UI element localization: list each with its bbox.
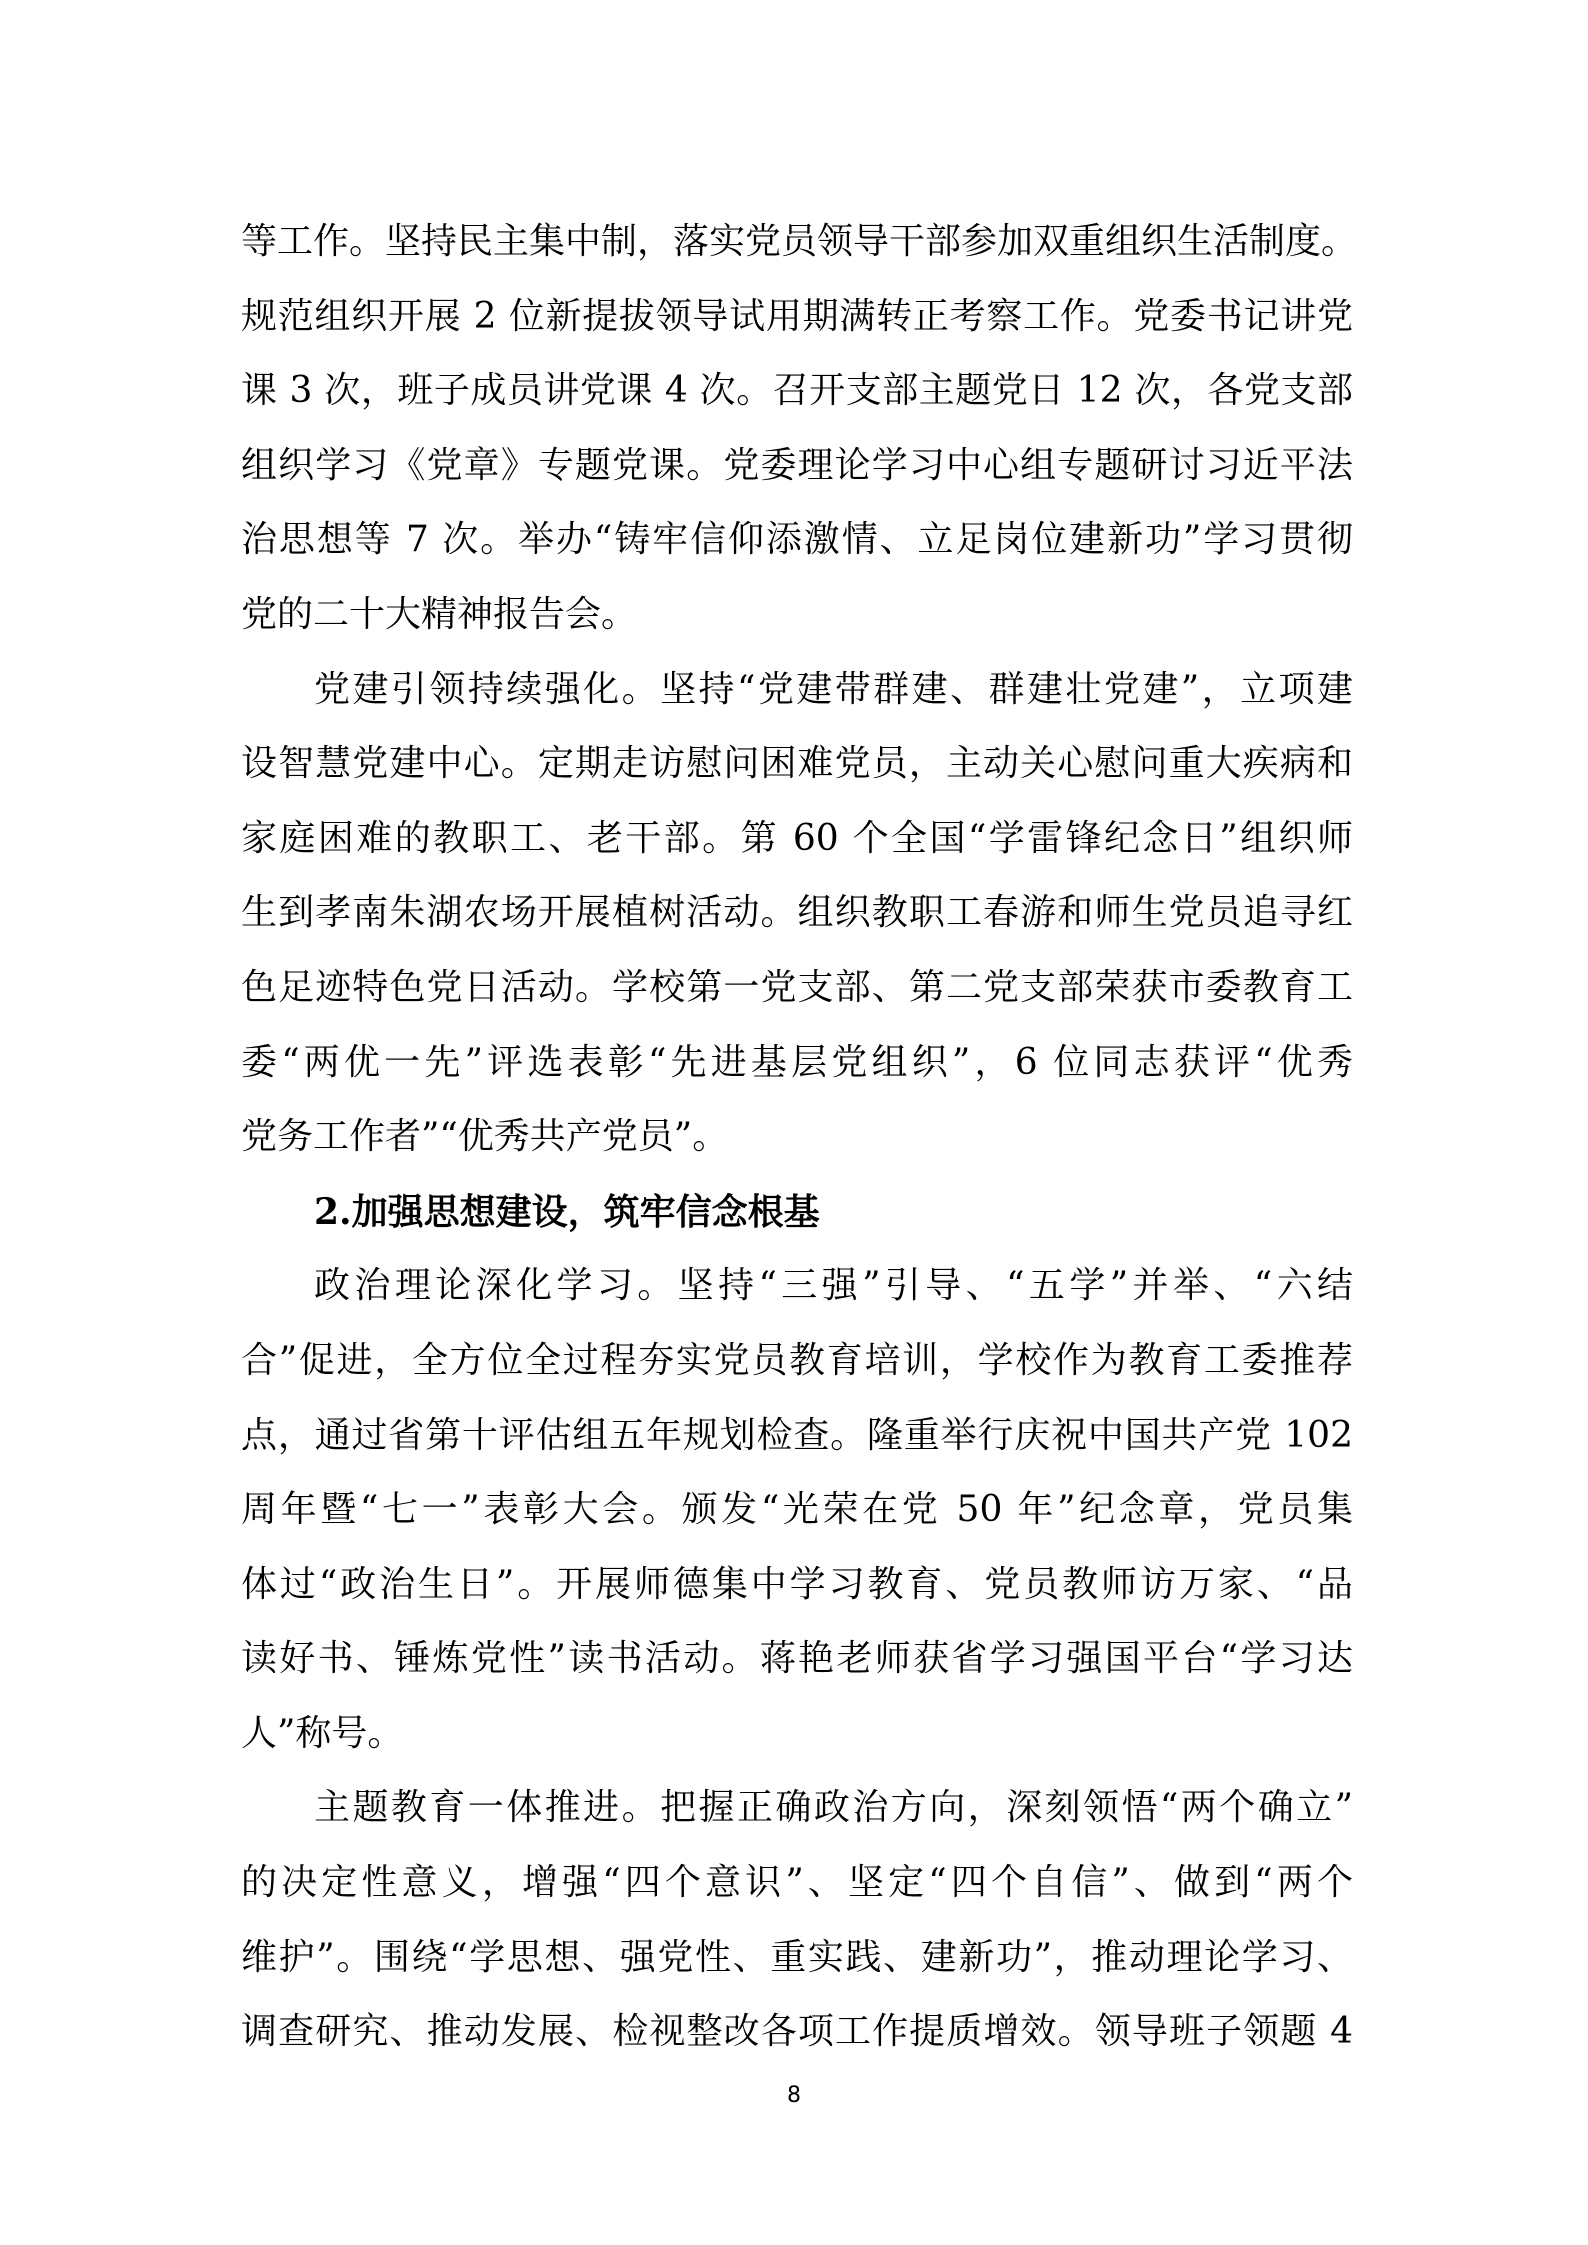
text-line: 体过“政治生日”。开展师德集中学习教育、党员教师访万家、“品 bbox=[241, 1563, 1353, 1605]
text-line: 治思想等 7 次。举办“铸牢信仰添激情、立足岗位建新功”学习贯彻 bbox=[241, 519, 1353, 561]
text-line: 党的二十大精神报告会。 bbox=[241, 593, 638, 635]
body-text bbox=[241, 205, 1358, 2070]
text-line: 组织学习《党章》专题党课。党委理论学习中心组专题研讨习近平法 bbox=[241, 444, 1353, 486]
text-line: 家庭困难的教职工、老干部。第 60 个全国“学雷锋纪念日”组织师 bbox=[241, 817, 1353, 859]
section-heading: 2.加强思想建设，筑牢信念根基 bbox=[314, 1190, 820, 1233]
text-line: 调查研究、推动发展、检视整改各项工作提质增效。领导班子领题 4 bbox=[241, 2011, 1353, 2053]
text-line: 党务工作者”“优秀共产党员”。 bbox=[241, 1116, 729, 1158]
text-line: 维护”。围绕“学思想、强党性、重实践、建新功”，推动理论学习、 bbox=[241, 1936, 1353, 1978]
text-line: 点，通过省第十评估组五年规划检查。隆重举行庆祝中国共产党 102 bbox=[241, 1414, 1353, 1456]
paragraph-start-line: 政治理论深化学习。坚持“三强”引导、“五学”并举、“六结 bbox=[314, 1265, 1353, 1307]
text-line: 等工作。坚持民主集中制，落实党员领导干部参加双重组织生活制度。 bbox=[241, 221, 1358, 262]
text-line: 课 3 次，班子成员讲党课 4 次。召开支部主题党日 12 次，各党支部 bbox=[241, 370, 1353, 412]
paragraph-start-line: 主题教育一体推进。把握正确政治方向，深刻领悟“两个确立” bbox=[314, 1787, 1353, 1829]
paragraph-start-line: 党建引领持续强化。坚持“党建带群建、群建壮党建”，立项建 bbox=[314, 668, 1353, 710]
text-line: 的决定性意义，增强“四个意识”、坚定“四个自信”、做到“两个 bbox=[241, 1862, 1353, 1904]
text-line: 委“两优一先”评选表彰“先进基层党组织”，6 位同志获评“优秀 bbox=[241, 1041, 1353, 1083]
text-line: 合”促进，全方位全过程夯实党员教育培训，学校作为教育工委推荐 bbox=[241, 1339, 1353, 1381]
text-line: 读好书、锤炼党性”读书活动。蒋艳老师获省学习强国平台“学习达 bbox=[241, 1638, 1353, 1680]
page-number: 8 bbox=[787, 2083, 801, 2108]
text-line: 生到孝南朱湖农场开展植树活动。组织教职工春游和师生党员追寻红 bbox=[241, 892, 1353, 934]
text-line: 规范组织开展 2 位新提拔领导试用期满转正考察工作。党委书记讲党 bbox=[241, 295, 1353, 337]
text-line: 色足迹特色党日活动。学校第一党支部、第二党支部荣获市委教育工 bbox=[241, 966, 1353, 1008]
text-line: 设智慧党建中心。定期走访慰问困难党员，主动关心慰问重大疾病和 bbox=[241, 743, 1353, 785]
text-line: 人”称号。 bbox=[241, 1712, 404, 1754]
text-line: 周年暨“七一”表彰大会。颁发“光荣在党 50 年”纪念章，党员集 bbox=[241, 1489, 1353, 1531]
